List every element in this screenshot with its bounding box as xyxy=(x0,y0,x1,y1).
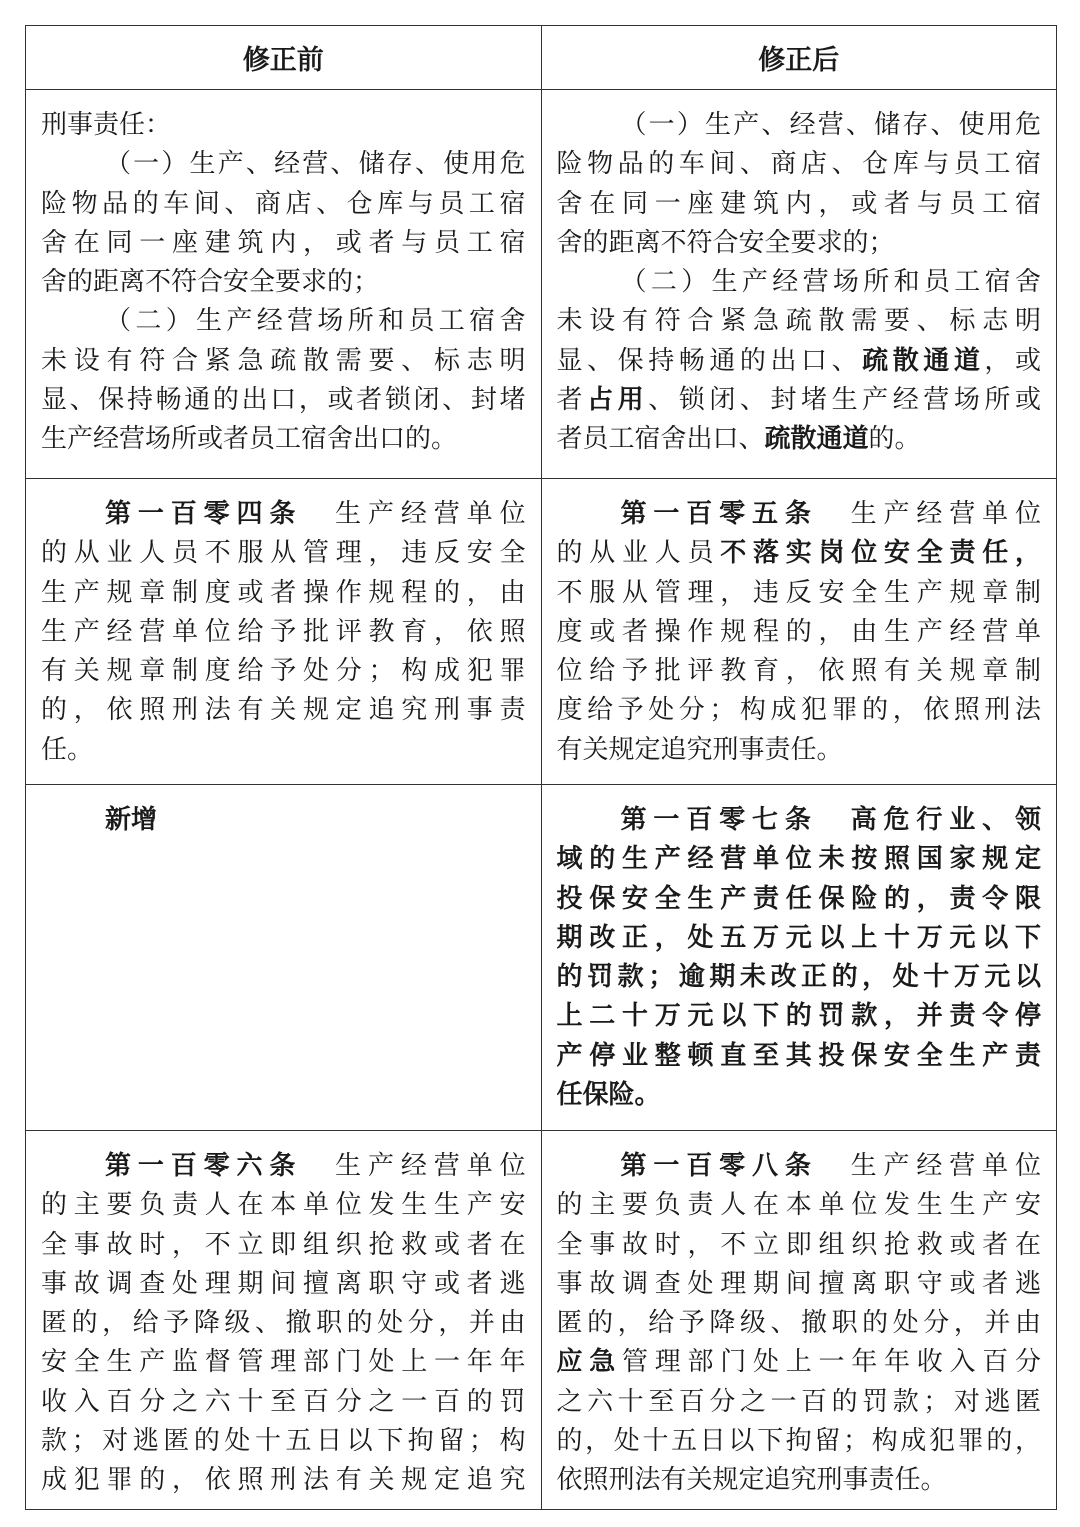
text-segment: 的从业人员 xyxy=(556,538,721,569)
text-line xyxy=(557,880,1042,919)
text-segment: 的，处十五日以下拘留；构成犯罪的， xyxy=(556,1426,1041,1457)
text-line xyxy=(557,342,1042,381)
text-line xyxy=(557,1037,1042,1076)
text-segment: 未设有符合紧急疏散需要、标志明 xyxy=(556,306,1041,337)
text-segment: 刑事责任： xyxy=(41,110,172,140)
text-line xyxy=(41,1383,526,1422)
column-header-before: 修正前 xyxy=(26,26,542,90)
text-line xyxy=(41,534,526,573)
text-segment: 事故调查处理期间擅离职守或者逃 xyxy=(41,1268,526,1299)
amended-text: 新增 xyxy=(105,805,158,835)
text-line xyxy=(557,1226,1042,1265)
text-segment: 的。 xyxy=(868,424,921,455)
text-segment: 生产经营单位给予批评教育，依照 xyxy=(41,616,526,647)
text-segment: 管理部门处上一年年收入百分 xyxy=(622,1347,1041,1378)
table-row xyxy=(26,1131,1057,1510)
text-segment: 显、保持畅通的出口，或者锁闭、封堵 xyxy=(41,385,526,416)
cell-before xyxy=(26,785,542,1131)
text-line xyxy=(557,1076,1042,1115)
text-segment: （一）生产、经营、储存、使用危 xyxy=(105,149,526,180)
text-segment: （一）生产、经营、储存、使用危 xyxy=(620,110,1041,140)
amended-text: 域的生产经营单位未按照国家规定 xyxy=(556,844,1041,875)
amended-text: 期改正，处五万元以上十万元以下 xyxy=(556,922,1041,953)
text-line xyxy=(41,1304,526,1343)
table-row xyxy=(26,785,1057,1131)
text-segment: 位给予批评教育，依照有关规章制 xyxy=(556,656,1041,687)
text-segment: 险物品的车间、商店、仓库与员工宿 xyxy=(556,149,1041,180)
text-segment: 款；对逃匿的处十五日以下拘留；构 xyxy=(41,1426,526,1457)
text-segment: 不服从管理，违反安全生产规章制 xyxy=(556,577,1041,608)
text-line xyxy=(41,1343,526,1382)
text-segment: 生产经营单位 xyxy=(302,1151,526,1181)
text-segment: 生产经营单位 xyxy=(817,1151,1041,1181)
text-line xyxy=(557,731,1042,770)
text-line xyxy=(41,145,526,184)
amended-text: 占用 xyxy=(587,385,649,416)
amended-text: 投保安全生产责任保险的，责令限 xyxy=(556,883,1041,914)
text-line xyxy=(557,919,1042,958)
amended-text: 第一百零七条 高危行业、领 xyxy=(620,805,1041,835)
paragraph xyxy=(557,495,1042,770)
text-line xyxy=(41,302,526,341)
paragraph xyxy=(41,302,526,459)
text-line xyxy=(41,801,526,840)
amended-text: 第一百零八条 xyxy=(620,1151,818,1181)
text-line xyxy=(557,691,1042,730)
text-line xyxy=(557,1461,1042,1500)
text-segment: 的从业人员不服从管理，违反安全 xyxy=(41,538,526,569)
text-segment: 生产规章制度或者操作规程的，由 xyxy=(41,577,526,608)
text-line xyxy=(41,342,526,381)
text-segment: 成犯罪的，依照刑法有关规定追究 xyxy=(41,1465,526,1496)
amended-text: 上二十万元以下的罚款，并责令停 xyxy=(556,1001,1041,1032)
text-line xyxy=(41,263,526,302)
cell-after xyxy=(541,479,1057,785)
text-segment: 舍的距离不符合安全要求的； xyxy=(41,267,380,298)
text-line xyxy=(557,801,1042,840)
text-line xyxy=(557,1147,1042,1186)
text-segment: 之六十至百分之一百的罚款；对逃匿 xyxy=(556,1386,1041,1417)
cell-before xyxy=(26,90,542,479)
text-line xyxy=(557,534,1042,573)
text-segment: 未设有符合紧急疏散需要、标志明 xyxy=(41,345,526,376)
cell-after xyxy=(541,1131,1057,1510)
text-line xyxy=(557,840,1042,879)
text-segment: 生产经营单位 xyxy=(302,499,526,529)
paragraph xyxy=(41,1147,526,1501)
column-header-after: 修正后 xyxy=(541,26,1057,90)
text-line xyxy=(557,574,1042,613)
text-line xyxy=(557,1304,1042,1343)
text-segment: 收入百分之六十至百分之一百的罚 xyxy=(41,1386,526,1417)
text-line xyxy=(557,145,1042,184)
text-line xyxy=(41,185,526,224)
text-segment: 全事故时，不立即组织抢救或者在 xyxy=(41,1229,526,1260)
text-segment: 有关规定追究刑事责任。 xyxy=(556,734,843,765)
text-line xyxy=(41,495,526,534)
text-segment: （二）生产经营场所和员工宿舍 xyxy=(620,267,1041,298)
text-segment: 有关规章制度给予处分；构成犯罪 xyxy=(41,656,526,687)
text-line xyxy=(41,652,526,691)
text-line xyxy=(41,1265,526,1304)
text-segment: 生产经营单位 xyxy=(817,499,1041,529)
text-segment: 的，依照刑法有关规定追究刑事责 xyxy=(41,695,526,726)
paragraph xyxy=(557,106,1042,263)
header-row xyxy=(26,26,1057,90)
text-segment: 度或者操作规程的，由生产经营单 xyxy=(556,616,1041,647)
text-segment: 者员工宿舍出口、 xyxy=(556,424,765,455)
text-line xyxy=(557,185,1042,224)
text-line xyxy=(557,1186,1042,1225)
text-line xyxy=(41,1422,526,1461)
text-line xyxy=(557,302,1042,341)
text-segment: 匿的，给予降级、撤职的处分，并由 xyxy=(41,1308,526,1339)
paragraph xyxy=(557,263,1042,459)
text-segment: （二）生产经营场所和员工宿舍 xyxy=(105,306,526,337)
text-segment: 舍在同一座建筑内，或者与员工宿 xyxy=(41,227,526,258)
amended-text: 应急 xyxy=(556,1347,622,1378)
text-segment: 险物品的车间、商店、仓库与员工宿 xyxy=(41,188,526,219)
text-line xyxy=(557,1343,1042,1382)
amended-text: 产停业整顿直至其投保安全生产责 xyxy=(556,1040,1041,1071)
paragraph xyxy=(41,495,526,770)
amended-text: 不落实岗位安全责任， xyxy=(720,538,1041,569)
text-line xyxy=(41,420,526,459)
text-segment: 的主要负责人在本单位发生生产安 xyxy=(41,1190,526,1221)
text-segment: 任。 xyxy=(41,734,94,765)
text-line xyxy=(557,106,1042,145)
text-line xyxy=(41,691,526,730)
paragraph xyxy=(41,801,526,840)
text-segment: 者 xyxy=(556,385,588,416)
amended-text: 第一百零六条 xyxy=(105,1151,303,1181)
text-line xyxy=(557,1383,1042,1422)
amended-text: 的罚款；逾期未改正的，处十万元以 xyxy=(556,962,1041,993)
text-segment: 度给予处分；构成犯罪的，依照刑法 xyxy=(556,695,1041,726)
cell-after xyxy=(541,90,1057,479)
text-line xyxy=(41,731,526,770)
text-segment: ，或 xyxy=(984,345,1041,376)
text-line xyxy=(557,997,1042,1036)
amended-text: 第一百零五条 xyxy=(620,499,818,529)
text-segment: 全事故时，不立即组织抢救或者在 xyxy=(556,1229,1041,1260)
text-line xyxy=(557,958,1042,997)
text-segment: 匿的，给予降级、撤职的处分，并由 xyxy=(556,1308,1041,1339)
cell-before xyxy=(26,1131,542,1510)
text-line xyxy=(41,1226,526,1265)
text-segment: 的主要负责人在本单位发生生产安 xyxy=(556,1190,1041,1221)
paragraph xyxy=(557,1147,1042,1501)
paragraph xyxy=(41,145,526,302)
text-line xyxy=(557,1422,1042,1461)
text-segment: 依照刑法有关规定追究刑事责任。 xyxy=(556,1465,947,1496)
text-segment: 生产经营场所或者员工宿舍出口的。 xyxy=(41,424,458,455)
amendment-comparison-table xyxy=(25,25,1057,1510)
text-line xyxy=(557,224,1042,263)
text-line xyxy=(41,224,526,263)
cell-before xyxy=(26,479,542,785)
text-line xyxy=(41,613,526,652)
text-line xyxy=(557,613,1042,652)
text-segment: 舍在同一座建筑内，或者与员工宿 xyxy=(556,188,1041,219)
text-line xyxy=(41,1461,526,1500)
text-line xyxy=(41,381,526,420)
amended-text: 疏散通道 xyxy=(764,424,869,455)
text-segment: 安全生产监督管理部门处上一年年 xyxy=(41,1347,526,1378)
text-line xyxy=(41,1186,526,1225)
table-row xyxy=(26,479,1057,785)
paragraph xyxy=(557,801,1042,1115)
paragraph xyxy=(41,106,526,145)
text-line xyxy=(41,1147,526,1186)
text-segment: 、锁闭、封堵生产经营场所或 xyxy=(648,385,1041,416)
cell-after xyxy=(541,785,1057,1131)
text-line xyxy=(41,106,526,145)
text-segment: 舍的距离不符合安全要求的； xyxy=(556,227,895,258)
text-segment: 显、保持畅通的出口、 xyxy=(556,345,863,376)
text-line xyxy=(557,652,1042,691)
text-line xyxy=(557,263,1042,302)
text-line xyxy=(557,381,1042,420)
text-line xyxy=(557,495,1042,534)
text-line xyxy=(557,420,1042,459)
amended-text: 疏散通道 xyxy=(862,345,985,376)
text-line xyxy=(41,574,526,613)
amended-text: 第一百零四条 xyxy=(105,499,303,529)
text-segment: 事故调查处理期间擅离职守或者逃 xyxy=(556,1268,1041,1299)
text-line xyxy=(557,1265,1042,1304)
amended-text: 任保险。 xyxy=(556,1080,661,1111)
table-row xyxy=(26,90,1057,479)
